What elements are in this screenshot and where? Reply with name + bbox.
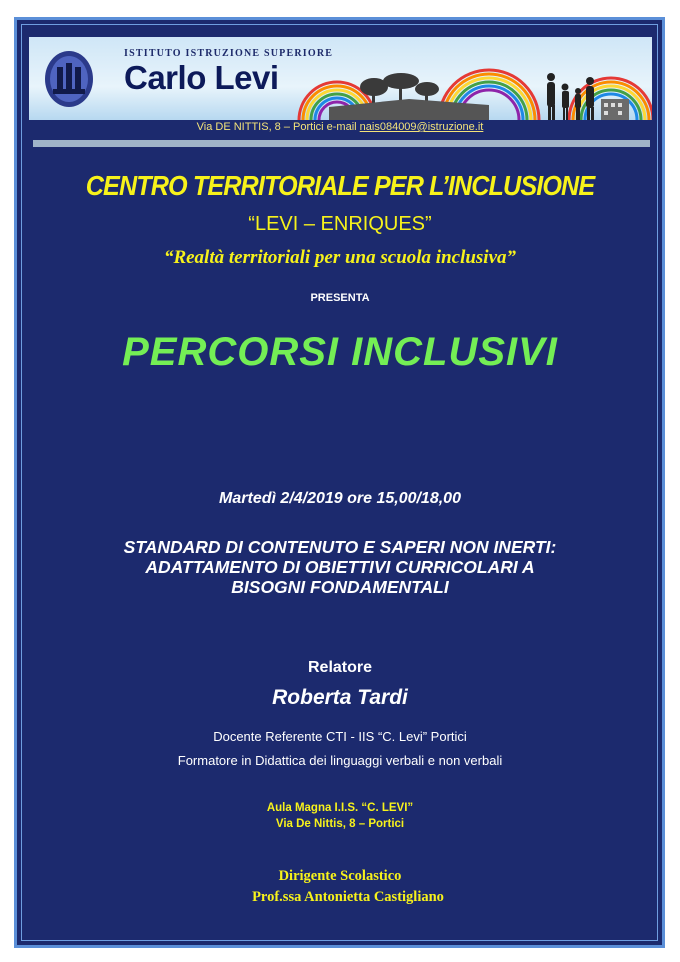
speaker-label: Relatore bbox=[307, 659, 373, 676]
topic-line: STANDARD DI CONTENUTO E SAPERI NON INERTI: bbox=[123, 537, 557, 557]
topic-line: ADATTAMENTO DI OBIETTIVI CURRICOLARI A bbox=[145, 557, 535, 577]
address-text: Via DE NITTIS, 8 – Portici e-mail bbox=[196, 121, 360, 133]
center-motto: “Realtà territoriali per una scuola inclusiva” bbox=[163, 247, 517, 268]
school-banner bbox=[29, 37, 652, 120]
speaker-name: Roberta Tardi bbox=[272, 686, 408, 709]
center-subtitle: “LEVI – ENRIQUES” bbox=[248, 213, 432, 235]
email-link[interactable]: nais084009@istruzione.it bbox=[359, 121, 484, 133]
banner-art bbox=[29, 37, 652, 120]
event-date: Martedì 2/4/2019 ore 15,00/18,00 bbox=[219, 490, 461, 507]
school-address bbox=[0, 121, 680, 133]
school-logo-icon bbox=[45, 51, 93, 107]
event-venue bbox=[0, 800, 680, 832]
topic-line: BISOGNI FONDAMENTALI bbox=[231, 577, 449, 597]
event-topic bbox=[0, 537, 680, 597]
venue-line: Aula Magna I.I.S. “C. LEVI” bbox=[266, 802, 414, 814]
speaker-role: Docente Referente CTI - IIS “C. Levi” Portici bbox=[213, 729, 467, 744]
header-divider bbox=[33, 140, 650, 147]
signature-role: Dirigente Scolastico bbox=[278, 868, 402, 884]
signature-name: Prof.ssa Antonietta Castigliano bbox=[252, 889, 444, 905]
presents-label: PRESENTA bbox=[310, 292, 370, 304]
school-building-icon bbox=[601, 99, 629, 120]
speaker-role: Formatore in Didattica dei linguaggi verbali e non verbali bbox=[177, 753, 503, 768]
event-name: PERCORSI INCLUSIVI bbox=[122, 330, 558, 374]
venue-line: Via De Nittis, 8 – Portici bbox=[275, 818, 405, 830]
banner-subtitle: ISTITUTO ISTRUZIONE SUPERIORE bbox=[124, 48, 334, 59]
center-title: CENTRO TERRITORIALE PER L’INCLUSIONE bbox=[85, 170, 595, 201]
school-name: Carlo Levi bbox=[124, 59, 279, 96]
